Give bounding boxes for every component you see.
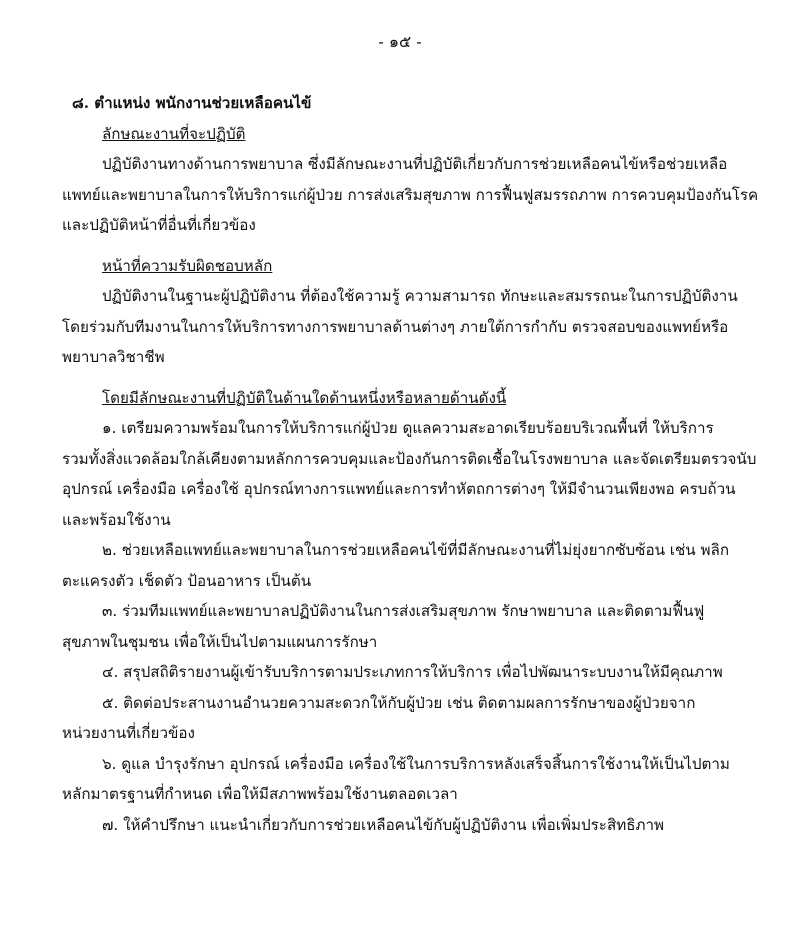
duty-line: พยาบาลวิชาชีพ bbox=[62, 348, 165, 366]
duty-line: โดยร่วมกับทีมงานในการให้บริการทางการพยาบาลด้านต่างๆ ภายใต้การกำกับ ตรวจสอบของแพทย์หรือ bbox=[62, 317, 729, 336]
task-list bbox=[62, 413, 790, 840]
task-item bbox=[62, 657, 790, 688]
section-title: ๘. ตำแหน่ง พนักงานช่วยเหลือคนไข้ bbox=[72, 94, 312, 112]
task-item bbox=[62, 535, 790, 596]
page-number: - ๑๕ - bbox=[378, 32, 422, 51]
task-line: ๓. ร่วมทีมแพทย์และพยาบาลปฏิบัติงานในการส่งเสริมสุขภาพ รักษาพยาบาล และติดตามฟื้นฟู bbox=[102, 602, 705, 620]
task-line: ๗. ให้คำปรึกษา แนะนำเกี่ยวกับการช่วยเหลือคนไข้กับผู้ปฏิบัติงาน เพื่อเพิ่มประสิทธิภาพ bbox=[102, 815, 665, 834]
duty-line: ปฏิบัติงานในฐานะผู้ปฏิบัติงาน ที่ต้องใช้ความรู้ ความสามารถ ทักษะและสมรรถนะในการปฏิบัติงาน bbox=[102, 287, 738, 305]
task-item bbox=[62, 688, 790, 749]
task-line: หลักมาตรฐานที่กำหนด เพื่อให้มีสภาพพร้อมใช้งานตลอดเวลา bbox=[62, 785, 458, 803]
task-item bbox=[62, 749, 790, 810]
task-line: หน่วยงานที่เกี่ยวข้อง bbox=[62, 724, 195, 742]
tasks-heading: โดยมีลักษณะงานที่ปฏิบัติในด้านใดด้านหนึ่งหรือหลายด้านดังนี้ bbox=[102, 388, 507, 407]
task-item bbox=[62, 413, 790, 535]
duty-paragraph bbox=[62, 281, 790, 373]
nature-line: และปฏิบัติหน้าที่อื่นที่เกี่ยวข้อง bbox=[62, 216, 256, 234]
nature-paragraph bbox=[62, 149, 790, 241]
section-content bbox=[62, 88, 790, 840]
task-line: ๑. เตรียมความพร้อมในการให้บริการแก่ผู้ป่วย ดูแลความสะอาดเรียบร้อยบริเวณพื้นที่ ให้บริการ bbox=[102, 419, 714, 437]
task-line: อุปกรณ์ เครื่องมือ เครื่องใช้ อุปกรณ์ทางการแพทย์และการทำหัตถการต่างๆ ให้มีจำนวนเพียงพอ ครบถ้วน bbox=[62, 480, 736, 498]
nature-heading: ลักษณะงานที่จะปฏิบัติ bbox=[102, 124, 246, 143]
task-line: ๕. ติดต่อประสานงานอำนวยความสะดวกให้กับผู้ป่วย เช่น ติดตามผลการรักษาของผู้ป่วยจาก bbox=[102, 693, 696, 712]
task-line: ๔. สรุปสถิติรายงานผู้เข้ารับบริการตามประเภทการให้บริการ เพื่อไปพัฒนาระบบงานให้มีคุณภาพ bbox=[102, 663, 723, 681]
task-item bbox=[62, 596, 790, 657]
task-line: ๖. ดูแล บำรุงรักษา อุปกรณ์ เครื่องมือ เครื่องใช้ในการบริการหลังเสร็จสิ้นการใช้งานให้เป็นไปตาม bbox=[102, 754, 730, 773]
task-line: ๒. ช่วยเหลือแพทย์และพยาบาลในการช่วยเหลือคนไข้ที่มีลักษณะงานที่ไม่ยุ่งยากซับซ้อน เช่น พลิก bbox=[102, 541, 730, 559]
duty-heading: หน้าที่ความรับผิดชอบหลัก bbox=[102, 256, 273, 275]
task-line: รวมทั้งสิ่งแวดล้อมใกล้เคียงตามหลักการควบคุมและป้องกันการติดเชื้อในโรงพยาบาล และจัดเตรียมตรวจนับ bbox=[62, 449, 757, 468]
task-line: และพร้อมใช้งาน bbox=[62, 510, 171, 529]
task-item bbox=[62, 810, 790, 841]
task-line: ตะแครงตัว เช็ดตัว ป้อนอาหาร เป็นต้น bbox=[62, 571, 312, 590]
task-line: สุขภาพในชุมชน เพื่อให้เป็นไปตามแผนการรักษา bbox=[62, 632, 378, 651]
nature-line: ปฏิบัติงานทางด้านการพยาบาล ซึ่งมีลักษณะงานที่ปฏิบัติเกี่ยวกับการช่วยเหลือคนไข้หรือช่วยเหลือ bbox=[102, 155, 728, 173]
nature-line: แพทย์และพยาบาลในการให้บริการแก่ผู้ป่วย การส่งเสริมสุขภาพ การฟื้นฟูสมรรถภาพ การควบคุมป้องกันโรค bbox=[62, 185, 759, 204]
